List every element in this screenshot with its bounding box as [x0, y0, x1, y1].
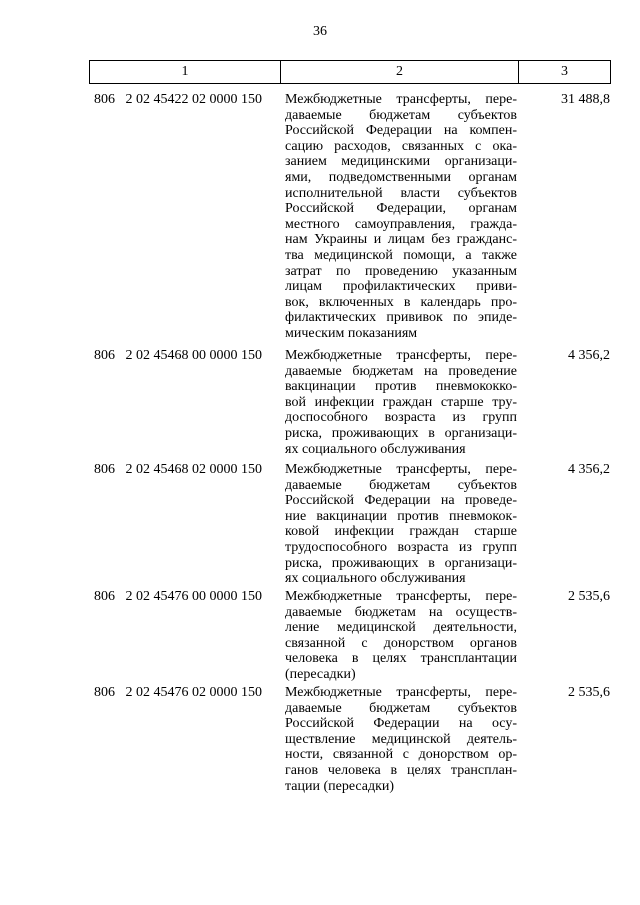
description-line: риска, проживающих в организаци-	[285, 425, 517, 441]
description-line: ях социального обслуживания	[285, 571, 466, 587]
description-line: вой инфекции граждан старше тру-	[285, 394, 517, 410]
description-line: затрат по проведению указанным	[285, 263, 517, 279]
description-line: нам Украины и лицам без гражданс-	[285, 232, 517, 248]
description-line: Межбюджетные трансферты, пере-	[285, 462, 517, 477]
description-cell	[285, 462, 517, 587]
description-line: лицам профилактических приви-	[285, 279, 517, 295]
amount-cell: 4 356,2	[568, 462, 610, 477]
column-header-1: 1	[90, 61, 281, 84]
budget-code-cell	[94, 348, 262, 364]
classification-code: 2 02 45476 02 0000 150	[125, 685, 262, 700]
budget-code-cell	[94, 462, 262, 478]
admin-code: 806	[94, 348, 115, 363]
description-line: даваемые бюджетам субъектов	[285, 477, 517, 493]
description-line: мическим показаниям	[285, 325, 418, 341]
description-line: тва медицинской помощи, а также	[285, 247, 517, 263]
description-line: ковой инфекции граждан старше	[285, 524, 517, 540]
description-line: даваемые бюджетам на проведение	[285, 363, 517, 379]
description-line: филактических прививок по эпиде-	[285, 310, 517, 326]
description-line: Российской Федерации, органам	[285, 201, 517, 217]
description-line: Российской Федерации на осу-	[285, 716, 517, 732]
classification-code: 2 02 45468 00 0000 150	[125, 348, 262, 363]
column-header-row	[90, 61, 611, 84]
description-line: Российской Федерации на проведе-	[285, 493, 517, 509]
column-header-3: 3	[519, 61, 611, 84]
description-line: связанной с донорством органов	[285, 635, 517, 651]
description-line: вок, включенных в календарь про-	[285, 294, 517, 310]
description-line: вакцинации против пневмококко-	[285, 379, 517, 395]
admin-code: 806	[94, 589, 115, 604]
budget-code-cell	[94, 589, 262, 605]
admin-code: 806	[94, 685, 115, 700]
description-line: доспособного возраста из групп	[285, 410, 517, 426]
description-line: трудоспособного возраста из групп	[285, 539, 517, 555]
description-line: ганов человека в целях трансплан-	[285, 762, 517, 778]
description-line: ление медицинской деятельности,	[285, 620, 517, 636]
admin-code: 806	[94, 92, 115, 107]
description-line: человека в целях трансплантации	[285, 651, 517, 667]
column-header-table	[89, 60, 611, 84]
description-line: сацию расходов, связанных с ока-	[285, 138, 517, 154]
description-line: даваемые бюджетам субъектов	[285, 700, 517, 716]
description-line: тации (пересадки)	[285, 778, 395, 794]
description-line: исполнительной власти субъектов	[285, 185, 517, 201]
classification-code: 2 02 45422 02 0000 150	[125, 92, 262, 107]
description-line: Межбюджетные трансферты, пере-	[285, 92, 517, 107]
admin-code: 806	[94, 462, 115, 477]
description-line: ности, связанной с донорством ор-	[285, 747, 517, 763]
description-line: Межбюджетные трансферты, пере-	[285, 348, 517, 363]
description-line: ществление медицинской деятель-	[285, 731, 517, 747]
amount-cell: 31 488,8	[561, 92, 610, 107]
description-cell	[285, 348, 517, 457]
description-line: даваемые бюджетам на осуществ-	[285, 604, 517, 620]
description-line: (пересадки)	[285, 666, 356, 682]
page-number: 36	[313, 24, 327, 39]
amount-cell: 4 356,2	[568, 348, 610, 363]
classification-code: 2 02 45476 00 0000 150	[125, 589, 262, 604]
description-cell	[285, 92, 517, 342]
budget-code-cell	[94, 685, 262, 701]
amount-cell: 2 535,6	[568, 589, 610, 604]
description-cell	[285, 589, 517, 683]
description-line: ях социального обслуживания	[285, 441, 466, 457]
description-line: местного самоуправления, гражда-	[285, 216, 517, 232]
description-line: ями, подведомственными органам	[285, 169, 517, 185]
description-line: ние вакцинации против пневмокок-	[285, 508, 517, 524]
description-line: занием медицинскими организаци-	[285, 154, 517, 170]
amount-cell: 2 535,6	[568, 685, 610, 700]
description-cell	[285, 685, 517, 794]
description-line: Межбюджетные трансферты, пере-	[285, 589, 517, 604]
budget-code-cell	[94, 92, 262, 108]
description-line: риска, проживающих в организаци-	[285, 555, 517, 571]
description-line: Российской Федерации на компен-	[285, 123, 517, 139]
description-line: Межбюджетные трансферты, пере-	[285, 685, 517, 700]
classification-code: 2 02 45468 02 0000 150	[125, 462, 262, 477]
column-header-2: 2	[281, 61, 519, 84]
description-line: даваемые бюджетам субъектов	[285, 107, 517, 123]
